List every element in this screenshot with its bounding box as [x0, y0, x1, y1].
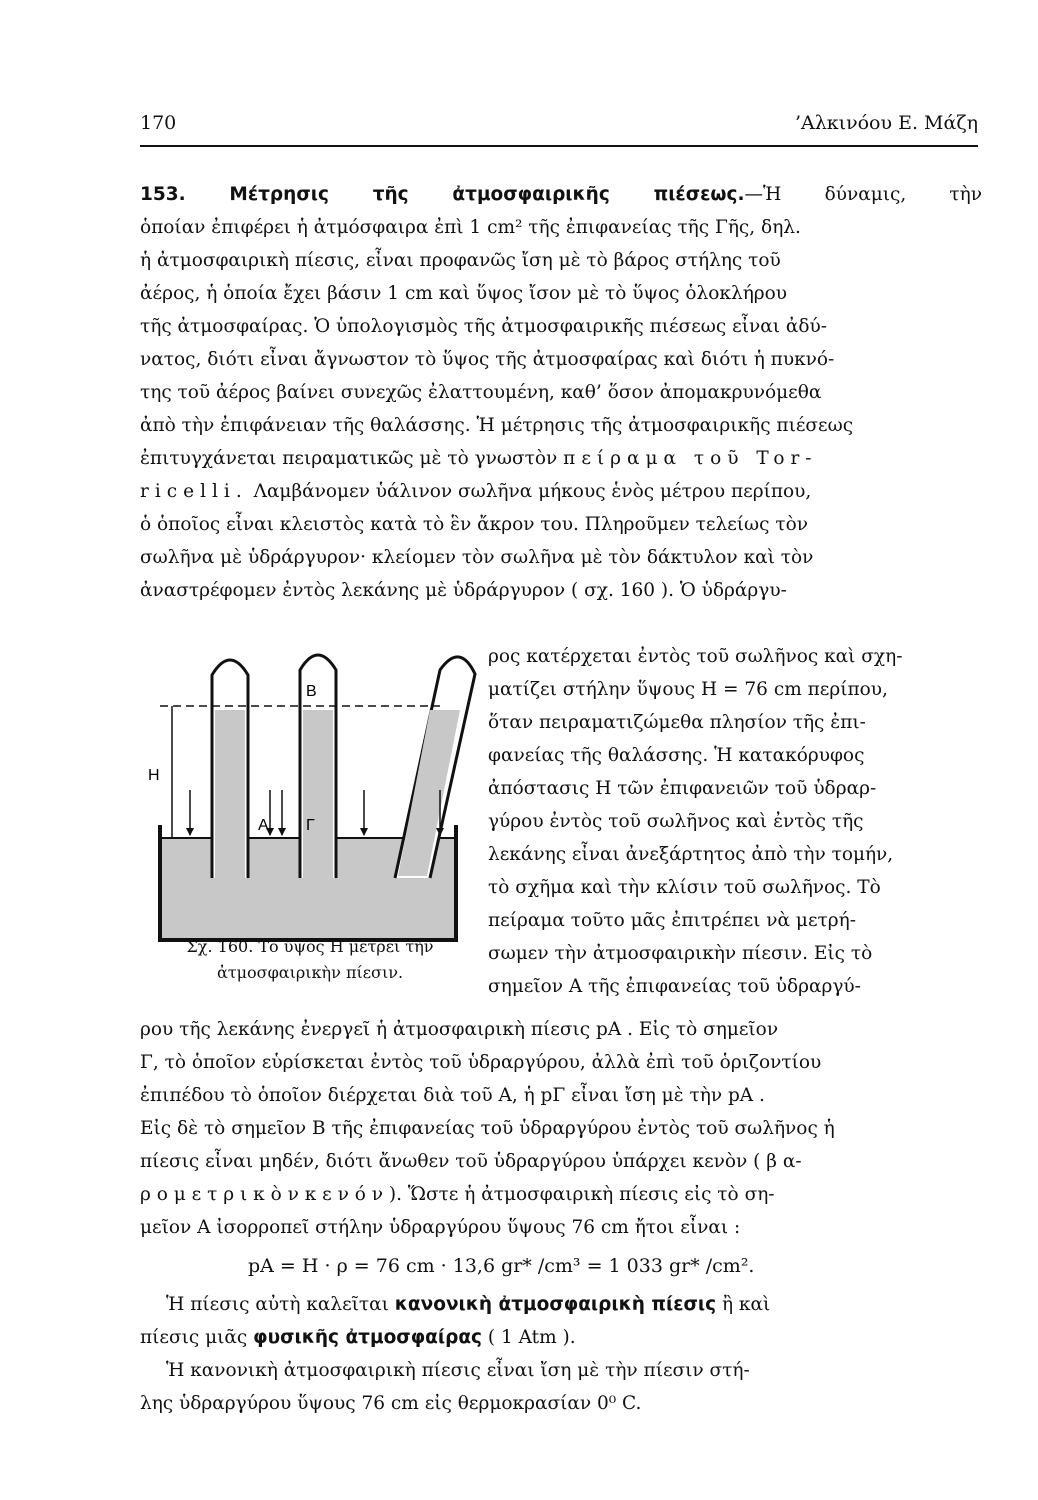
- figure-wrap-text: ρος κατέρχεται ἐντὸς τοῦ σωλῆνος καὶ σχη- ματίζει στήλην ὕψους H = 76 cm περίπου, ὅταν πειραματιζώμεθα πλησίον τῆς ἐπι- φανείας τῆς θαλάσσης. Ἡ κατακόρυφος ἀπόστασις H τῶν ἐπιφανειῶν τοῦ ὑδραρ- γύρου ἐντὸς τοῦ σωλῆνος καὶ ἐντὸς τῆς λεκάνης εἶναι ἀνεξάρτητος ἀπὸ τὴν τομήν, τὸ σχῆμα καὶ τὴν κλίσιν τοῦ σωλῆνος. Τὸ πείραμα τοῦτο μᾶς ἐπιτρέπει νὰ μετρή- σωμεν τὴν ἀτμοσφαιρικὴν πίεσιν. Εἰς τὸ σημεῖον A τῆς ἐπιφανείας τοῦ ὑδραργύ-: [488, 646, 903, 997]
- header-rule: [140, 145, 978, 147]
- label-H: H: [148, 767, 160, 784]
- term-physical-atmosphere: φυσικῆς ἀτμοσφαίρας: [253, 1327, 482, 1348]
- term-normal-pressure: κανονικὴ ἀτμοσφαιρικὴ πίεσις: [394, 1294, 717, 1315]
- page-number: 170: [140, 112, 177, 134]
- section-paragraph-4: Ἡ πίεσις αὐτὴ καλεῖται κανονικὴ ἀτμοσφαιρικὴ πίεσις ἢ καὶ πίεσις μιᾶς φυσικῆς ἀτμοσφαίρας ( 1 Atm ). Ἡ κανονικὴ ἀτμοσφαιρικὴ πίεσις εἶναι ἴση μὲ τὴν πίεσιν στή- λης ὑδραργύρου ὕψους 76 cm εἰς θερμοκρασίαν 0⁰ C.: [140, 1294, 771, 1414]
- section-paragraph-1: 153. Μέτρησις τῆς ἀτμοσφαιρικῆς πιέσεως.—Ἡ δύναμις, τὴν ὁποίαν ἐπιφέρει ἡ ἀτμόσφαιρα ἐπὶ 1 cm² τῆς ἐπιφανείας τῆς Γῆς, δηλ. ἡ ἀτμοσφαιρικὴ πίεσις, εἶναι προφανῶς ἴση μὲ τὸ βάρος στήλης τοῦ ἀέρος, ἡ ὁποία ἔχει βάσιν 1 cm καὶ ὕψος ἴσον μὲ τὸ ὕψος ὁλοκλήρου τῆς ἀτμοσφαίρας. Ὁ ὑπολογισμὸς τῆς ἀτμοσφαιρικῆς πιέσεως εἶναι ἀδύ- νατος, διότι εἶναι ἄγνωστον τὸ ὕψος τῆς ἀτμοσφαίρας καὶ διότι ἡ πυκνό- της τοῦ ἀέρος βαίνει συνεχῶς ἐλαττουμένη, καθ’ ὅσον ἀπομακρυνόμεθα ἀπὸ τὴν ἐπιφάνειαν τῆς θαλάσσης. Ἡ μέτρησις τῆς ἀτμοσφαιρικῆς πιέσεως ἐπιτυγχάνεται πειραματικῶς μὲ τὸ γνωστὸν πείραμα τοῦ Tor- ricelli. Λαμβάνομεν ὑάλινον σωλῆνα μήκους ἑνὸς μέτρου περίπου, ὁ ὁποῖος εἶναι κλειστὸς κατὰ τὸ ἓν ἄκρον του. Πληροῦμεν τελείως τὸν σωλῆνα μὲ ὑδράργυρον· κλείομεν τὸν σωλῆνα μὲ τὸν δάκτυλον καὶ τὸν ἀναστρέφομεν ἐντὸς λεκάνης μὲ ὑδράργυρον ( σχ. 160 ). Ὁ ὑδράργυ-: [140, 184, 982, 601]
- running-head: ’Αλκινόου Ε. Μάζη: [794, 112, 978, 134]
- pressure-formula: pA = H · ρ = 76 cm · 13,6 gr* /cm³ = 1 033 gr* /cm².: [248, 1255, 755, 1277]
- figure-caption: Σχ. 160. Τὸ ὕψος H μετρεῖ τὴν ἀτμοσφαιρικὴν πίεσιν.: [186, 937, 434, 982]
- section-heading: 153. Μέτρησις τῆς ἀτμοσφαιρικῆς πιέσεως.: [140, 184, 745, 205]
- label-B: B: [306, 683, 317, 700]
- torricelli-experiment: πείραμα τοῦ Tor-: [563, 448, 818, 469]
- page-header: [140, 112, 978, 146]
- label-A: A: [258, 817, 269, 834]
- label-G: Γ: [306, 817, 315, 834]
- barometer-figure: [140, 640, 480, 980]
- section-paragraph-3: ρου τῆς λεκάνης ἐνεργεῖ ἡ ἀτμοσφαιρικὴ πίεσις pA . Εἰς τὸ σημεῖον Γ, τὸ ὁποῖον εὑρίσκεται ἐντὸς τοῦ ὑδραργύρου, ἀλλὰ ἐπὶ τοῦ ὁριζοντίου ἐπιπέδου τὸ ὁποῖον διέρχεται διὰ τοῦ A, ἡ pΓ εἶναι ἴση μὲ τὴν pA . Εἰς δὲ τὸ σημεῖον B τῆς ἐπιφανείας τοῦ ὑδραργύρου ἐντὸς τοῦ σωλῆνος ἡ πίεσις εἶναι μηδέν, διότι ἄνωθεν τοῦ ὑδραργύρου ὑπάρχει κενὸν ( β α- ρ ο μ ε τ ρ ι κ ὸ ν κ ε ν ό ν ). Ὥστε ἡ ἀτμοσφαιρικὴ πίεσις εἰς τὸ ση- μεῖον A ἰσορροπεῖ στήλην ὑδραργύρου ὕψους 76 cm ἤτοι εἶναι :: [140, 1019, 835, 1238]
